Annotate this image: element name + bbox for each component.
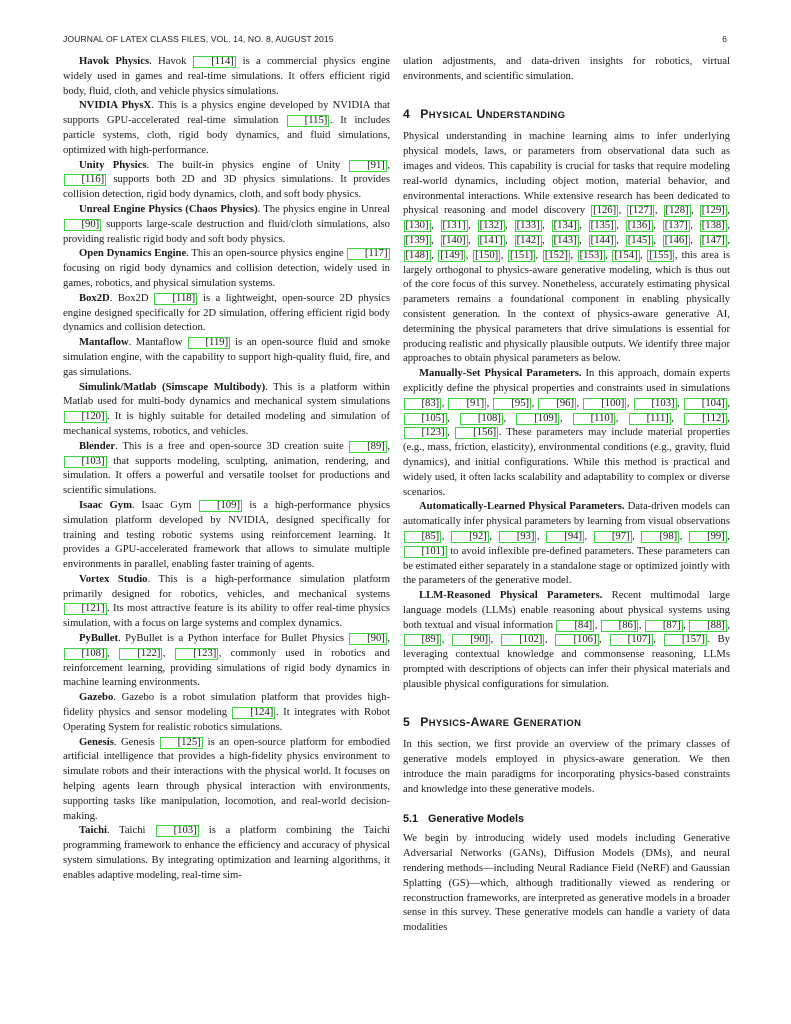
citation-link[interactable]: [130] [405, 220, 429, 232]
term-isaac-gym: Isaac Gym [79, 499, 132, 511]
term-gazebo: Gazebo [79, 692, 114, 704]
term-box2d: Box2D [79, 292, 110, 304]
paragraph-vortex [63, 573, 390, 632]
citation-link[interactable]: [150] [475, 249, 499, 261]
citation-link[interactable]: [112] [684, 413, 727, 425]
term-mantaflow: Mantaflow [79, 337, 129, 349]
subsection-title: Generative Models [428, 812, 525, 825]
paragraph-physical-understanding [403, 130, 730, 367]
citation-link[interactable]: [116] [64, 174, 107, 186]
citation-link[interactable]: [121] [64, 603, 107, 615]
citation-link[interactable]: [90] [452, 634, 490, 646]
term-physx: NVIDIA PhysX [79, 100, 152, 112]
citation-link[interactable]: [138] [701, 220, 725, 232]
text: , [107, 647, 119, 659]
paragraph-unreal [63, 203, 390, 247]
citation-link[interactable]: [122] [119, 648, 162, 660]
text: . Genesis [113, 736, 160, 748]
paragraph-unity [63, 159, 390, 203]
text: Data-driven models can automatically infer physical parameters by learning from visual observations [403, 501, 730, 528]
term-blender: Blender [79, 440, 116, 452]
paragraph-simulink [63, 381, 390, 440]
citation-link[interactable]: [109] [199, 500, 242, 512]
paragraph-box2d [63, 292, 390, 336]
citation-link[interactable]: [89] [349, 441, 387, 453]
text: . Taichi [107, 825, 156, 837]
citation-link[interactable]: [156] [455, 427, 498, 439]
text: is a platform combining the Taichi programming framework to enhance the efficiency and accuracy of physical system simulations. By integrating optimization and learning algorithms, it enables adaptive modeling, real-time sim- [63, 825, 390, 881]
citation-link[interactable]: [100] [583, 398, 626, 410]
term-pybullet: PyBullet [79, 633, 119, 645]
text: , [162, 647, 175, 659]
citation-link[interactable]: [91] [448, 398, 486, 410]
citation-link[interactable]: [110] [573, 413, 616, 425]
section-title: PHYSICAL UNDERSTANDING [420, 106, 566, 121]
citation-link[interactable]: [97] [594, 531, 632, 543]
citation-link[interactable]: [108] [460, 413, 503, 425]
citation-link[interactable]: [124] [232, 707, 275, 719]
paragraph-auto-parameters [403, 500, 730, 589]
citation-link[interactable]: [90] [349, 633, 387, 645]
right-column [403, 55, 730, 936]
section-title: PHYSICS-AWARE GENERATION [420, 714, 582, 729]
citation-link[interactable]: [98] [641, 531, 679, 543]
citation-link[interactable]: [95] [493, 398, 531, 410]
text: . By leveraging contextual knowledge and commonsense reasoning, LLMs prompted with descriptions of objects can infer their physical materials and plausible physical configurations for simulation. [403, 634, 730, 690]
citation-link[interactable]: [111] [629, 413, 671, 425]
text: In this approach, domain experts explicitly define the physical properties and constraints used in simulations [403, 368, 730, 394]
citation-list: [83] , [91] , [95] , [96] , [100] , [103] , [104] , [105] , [108] , [109] , [110] , [111] , [112] , [123] , [156] [403, 398, 730, 439]
paragraph-llm-parameters [403, 589, 730, 693]
text: is an open-source platform for embodied artificial intelligence that provides a high-fidelity physics environment to simulate robots and their interactions with the physical world. It focuses on helping agents learn through physical interaction with environments, supporting tasks like manipulation, locomotion, and real-world decision-making. [63, 736, 391, 822]
citation-link[interactable]: [140] [442, 234, 466, 246]
text: . It is highly suitable for detailed modeling and simulation of mechanical systems, robotics, and vehicles. [63, 411, 390, 437]
text: Physical understanding in machine learning aims to infer underlying physical models, laws, or parameters from observational data such as images and videos. This capability is crucial for tasks that require modeling real-world dynamics, including object motion, material behavior, and environmental interactions. While extensive research has been dedicated to physical reasoning and model discovery [403, 131, 730, 217]
citation-list: [85] , [92] , [93] , [94] , [97] , [98] , [99] , [101] [403, 531, 730, 557]
text: . This an open-source physics engine [186, 248, 347, 260]
term-llm-parameters: LLM-Reasoned Physical Parameters. [419, 590, 603, 602]
citation-link[interactable]: [103] [634, 398, 677, 410]
paragraph-isaac-gym [63, 499, 390, 573]
citation-link[interactable]: [134] [553, 220, 577, 232]
page-number: 6 [722, 34, 727, 44]
citation-link[interactable]: [88] [689, 620, 727, 632]
text: is a lightweight, open-source 2D physics engine designed specifically for 2D simulation, offering efficient rigid body dynamics and collision detection. [63, 292, 390, 334]
citation-list: [84] , [86] , [87] , [88] , [89] , [90] , [102] , [106] , [107] , [157] [403, 620, 730, 646]
citation-link[interactable]: [102] [501, 634, 544, 646]
citation-link[interactable]: [118] [154, 293, 197, 305]
text: , this area is largely orthogonal to physics-aware generative modeling, which is thus out of the core focus of this survey. Nonetheless, accurately estimating physical parameters remains a foundational component in enabling physically consistent generation. In the context of physics-aware generative AI, determining the physical parameters that drive simulations is essential for producing realistic and physically plausible outputs. We identify three major approaches to obtain physical parameters as below. [403, 249, 730, 365]
subsection-number: 5.1 [403, 812, 419, 825]
paragraph-gazebo [63, 691, 390, 735]
paragraph-generative-models: We begin by introducing widely used models including Generative Adversarial Networks (GANs), Diffusion Models (DMs), and neural rendering methods—including Neural Radiance Field (NeRF) and Gaussian Splatting (GS)—which, although traditionally viewed as rendering or reconstruction frameworks, are interpreted as generative models in a broader sense in this survey. These generative models can handle a variety of data modalities [403, 833, 730, 934]
term-havok: Havok Physics [79, 56, 150, 67]
citation-link[interactable]: [104] [684, 398, 727, 410]
citation-link[interactable]: [84] [556, 620, 594, 632]
term-unreal: Unreal Engine Physics (Chaos Physics) [79, 203, 258, 215]
citation-link[interactable]: [131] [442, 220, 466, 232]
citation-link[interactable]: [146] [664, 234, 688, 246]
text: that supports modeling, sculpting, animation, rendering, and simulation. It offers a powerful and versatile toolset for productions and scientific simulations. [63, 455, 390, 497]
text: focusing on rigid body dynamics and collision detection, widely used in games, robotics, and physical simulation systems. [63, 263, 390, 289]
left-column [63, 55, 390, 884]
paragraph-physx [63, 99, 390, 158]
paragraph-manual-parameters [403, 367, 730, 500]
citation-link[interactable]: [153] [579, 249, 603, 261]
citation-link[interactable]: [120] [64, 411, 107, 423]
paragraph-taichi [63, 824, 390, 883]
text: supports large-scale destruction and fluid/cloth simulations, also providing realistic rigid body and soft body physics. [63, 218, 390, 245]
paragraph-havok [63, 55, 390, 99]
text: . Its most attractive feature is its ability to offer real-time physics simulation, with a focus on large systems and complex dynamics. [63, 603, 390, 630]
journal-title: JOURNAL OF LATEX CLASS FILES, VOL. 14, NO. 8, AUGUST 2015 [63, 34, 334, 44]
citation-link[interactable]: [90] [64, 219, 102, 231]
text: , [387, 159, 390, 171]
section-number: 4 [403, 106, 411, 121]
citation-link[interactable]: [125] [160, 737, 203, 749]
text: . These parameters may include material properties (e.g., mass, friction, elasticity), environmental conditions (e.g., gravity, fluid dynamics), and initial configurations. While this method is practical and widely used, it often lacks scalability and adaptability to complex or diverse scenarios. [403, 427, 730, 498]
citation-link[interactable]: [94] [546, 531, 584, 543]
text: . It includes particle systems, cloth, rigid body dynamics, and fluid simulations, optimized with high-performance. [63, 115, 390, 156]
text: Recent multimodal large language models (LLMs) enable reasoning about physical systems using both textual and visual information [403, 590, 730, 631]
citation-link[interactable]: [89] [404, 634, 442, 646]
term-unity: Unity Physics [79, 159, 147, 171]
citation-link[interactable]: [147] [701, 234, 725, 246]
citation-link[interactable]: [157] [664, 634, 707, 646]
paragraph-continuation: ulation adjustments, and data-driven insights for robotics, virtual environments, and scientific simulation. [403, 56, 730, 82]
citation-link[interactable]: [144] [590, 234, 614, 246]
citation-link[interactable]: [136] [627, 220, 651, 232]
citation-link[interactable]: [85] [404, 531, 442, 543]
term-auto-parameters: Automatically-Learned Physical Parameters. [419, 501, 625, 513]
citation-link[interactable]: [117] [347, 248, 390, 260]
text: . This is a physics engine developed by NVIDIA that supports GPU-accelerated real-time simulation [63, 100, 391, 127]
citation-link[interactable]: [91] [349, 160, 387, 172]
citation-link[interactable]: [148] [405, 249, 429, 261]
term-manual-parameters: Manually-Set Physical Parameters. [419, 368, 582, 380]
paragraph-section5-intro: In this section, we first provide an overview of the primary classes of generative models employed in physics-aware generation. We then introduce the main paradigms for incorporating physics-based constraints and knowledge into these generative models. [403, 739, 730, 795]
text: . This is a platform within Matlab used for multi-body dynamics and mechanical system simulations [63, 381, 390, 408]
paragraph-ode [63, 247, 390, 291]
citation-link[interactable]: [103] [156, 825, 199, 837]
subsection-heading-5-1 [403, 812, 730, 827]
citation-link[interactable]: [101] [404, 546, 447, 558]
citation-link[interactable]: [132] [479, 220, 503, 232]
text: . Havok [149, 56, 193, 67]
text: . Isaac Gym [132, 499, 199, 511]
citation-link[interactable]: [114] [193, 56, 236, 68]
citation-link[interactable]: [154] [614, 249, 638, 261]
citation-link[interactable]: [135] [590, 220, 614, 232]
citation-link[interactable]: [129] [701, 205, 725, 217]
citation-link[interactable]: [127] [629, 205, 653, 217]
citation-list: [126] , [127] , [128] , [129] , [130] , [131] , [132] , [133] , [134] , [135] , [136] , [137] , [138] , [139] , [140] , [141] , [142] , [143] , [144] , [145] , [146] , [147] , [148] , [149] , [150] , [151] , [152] , [153] , [154] , [155] [405, 205, 730, 261]
paragraph-genesis [63, 736, 390, 825]
citation-link[interactable]: [119] [188, 337, 231, 349]
text: to avoid inflexible pre-defined parameters. These parameters can be estimated either separately in a standalone stage or optimized jointly with the parameters of the generative model. [403, 545, 730, 587]
citation-link[interactable]: [93] [499, 531, 537, 543]
text: . PyBullet is a Python interface for Bullet Physics [118, 633, 349, 645]
text: . The physics engine in Unreal [257, 203, 390, 215]
citation-link[interactable]: [115] [287, 115, 330, 127]
citation-link[interactable]: [96] [538, 398, 576, 410]
citation-link[interactable]: [86] [601, 620, 639, 632]
citation-link[interactable]: [92] [451, 531, 489, 543]
citation-link[interactable]: [123] [404, 427, 447, 439]
citation-link[interactable]: [108] [64, 648, 107, 660]
citation-link[interactable]: [143] [553, 234, 577, 246]
text: is a commercial physics engine widely used in games and real-time simulations. It offers efficient rigid body, fluid, cloth, and vehicle physics simulations. [63, 56, 390, 97]
text: . Mantaflow [128, 337, 187, 349]
text: , [387, 633, 390, 645]
text: . The built-in physics engine of Unity [146, 159, 349, 171]
section-heading-5 [403, 715, 730, 731]
citation-link[interactable]: [109] [516, 413, 559, 425]
citation-link[interactable]: [87] [645, 620, 683, 632]
term-vortex: Vortex Studio [79, 573, 148, 585]
citation-link[interactable]: [83] [404, 398, 442, 410]
text: . Gazebo is a robot simulation platform that provides high-fidelity physics and sensor modeling [63, 692, 390, 719]
term-simulink: Simulink/Matlab (Simscape Multibody) [79, 381, 266, 393]
text: supports both 2D and 3D physics simulations. It provides collision detection, rigid body dynamics, cloth, and soft body physics. [63, 174, 390, 201]
term-ode: Open Dynamics Engine [79, 248, 187, 260]
section-number: 5 [403, 714, 411, 729]
text: . This is a free and open-source 3D creation suite [115, 440, 349, 452]
citation-link[interactable]: [105] [404, 413, 447, 425]
text: , commonly used in robotics and reinforcement learning, providing simulations of rigid body dynamics in machine learning environments. [63, 647, 391, 689]
citation-link[interactable]: [133] [516, 220, 540, 232]
citation-link[interactable]: [152] [544, 249, 568, 261]
citation-link[interactable]: [103] [64, 456, 107, 468]
term-genesis: Genesis [79, 736, 114, 748]
citation-link[interactable]: [106] [555, 634, 598, 646]
citation-link[interactable]: [155] [649, 249, 673, 261]
citation-link[interactable]: [107] [610, 634, 653, 646]
term-taichi: Taichi [79, 825, 107, 837]
text: . It integrates with Robot Operating System for realistic robotics simulations. [63, 707, 390, 733]
citation-link[interactable]: [141] [479, 234, 503, 246]
text: . This is a high-performance simulation platform primarily designed for robotics, vehicles, and mechanical systems [63, 573, 390, 600]
paragraph-blender [63, 440, 390, 499]
paragraph-mantaflow [63, 336, 390, 380]
citation-link[interactable]: [126] [593, 205, 617, 217]
citation-link[interactable]: [149] [440, 249, 464, 261]
citation-link[interactable]: [137] [664, 220, 688, 232]
citation-link[interactable]: [142] [516, 234, 540, 246]
running-header [63, 34, 727, 48]
text: , [387, 440, 390, 452]
section-heading-4 [403, 107, 730, 123]
citation-link[interactable]: [128] [665, 205, 689, 217]
citation-link[interactable]: [123] [175, 648, 218, 660]
citation-link[interactable]: [99] [689, 531, 727, 543]
citation-link[interactable]: [145] [627, 234, 651, 246]
citation-link[interactable]: [139] [405, 234, 429, 246]
text: . Box2D [109, 292, 154, 304]
text: is an open-source fluid and smoke simulation engine, with the capability to support high-quality fluid, fire, and gas simulations. [63, 337, 391, 378]
citation-link[interactable]: [151] [509, 249, 534, 261]
paragraph-pybullet [63, 632, 390, 691]
text: is a high-performance physics simulation platform developed by NVIDIA, designed specifically for training and testing robotic systems using reinforcement learning. It provides a GPU-accelerated framework that allows to simulate multiple environments in parallel, enabling faster training of agents. [63, 499, 390, 571]
